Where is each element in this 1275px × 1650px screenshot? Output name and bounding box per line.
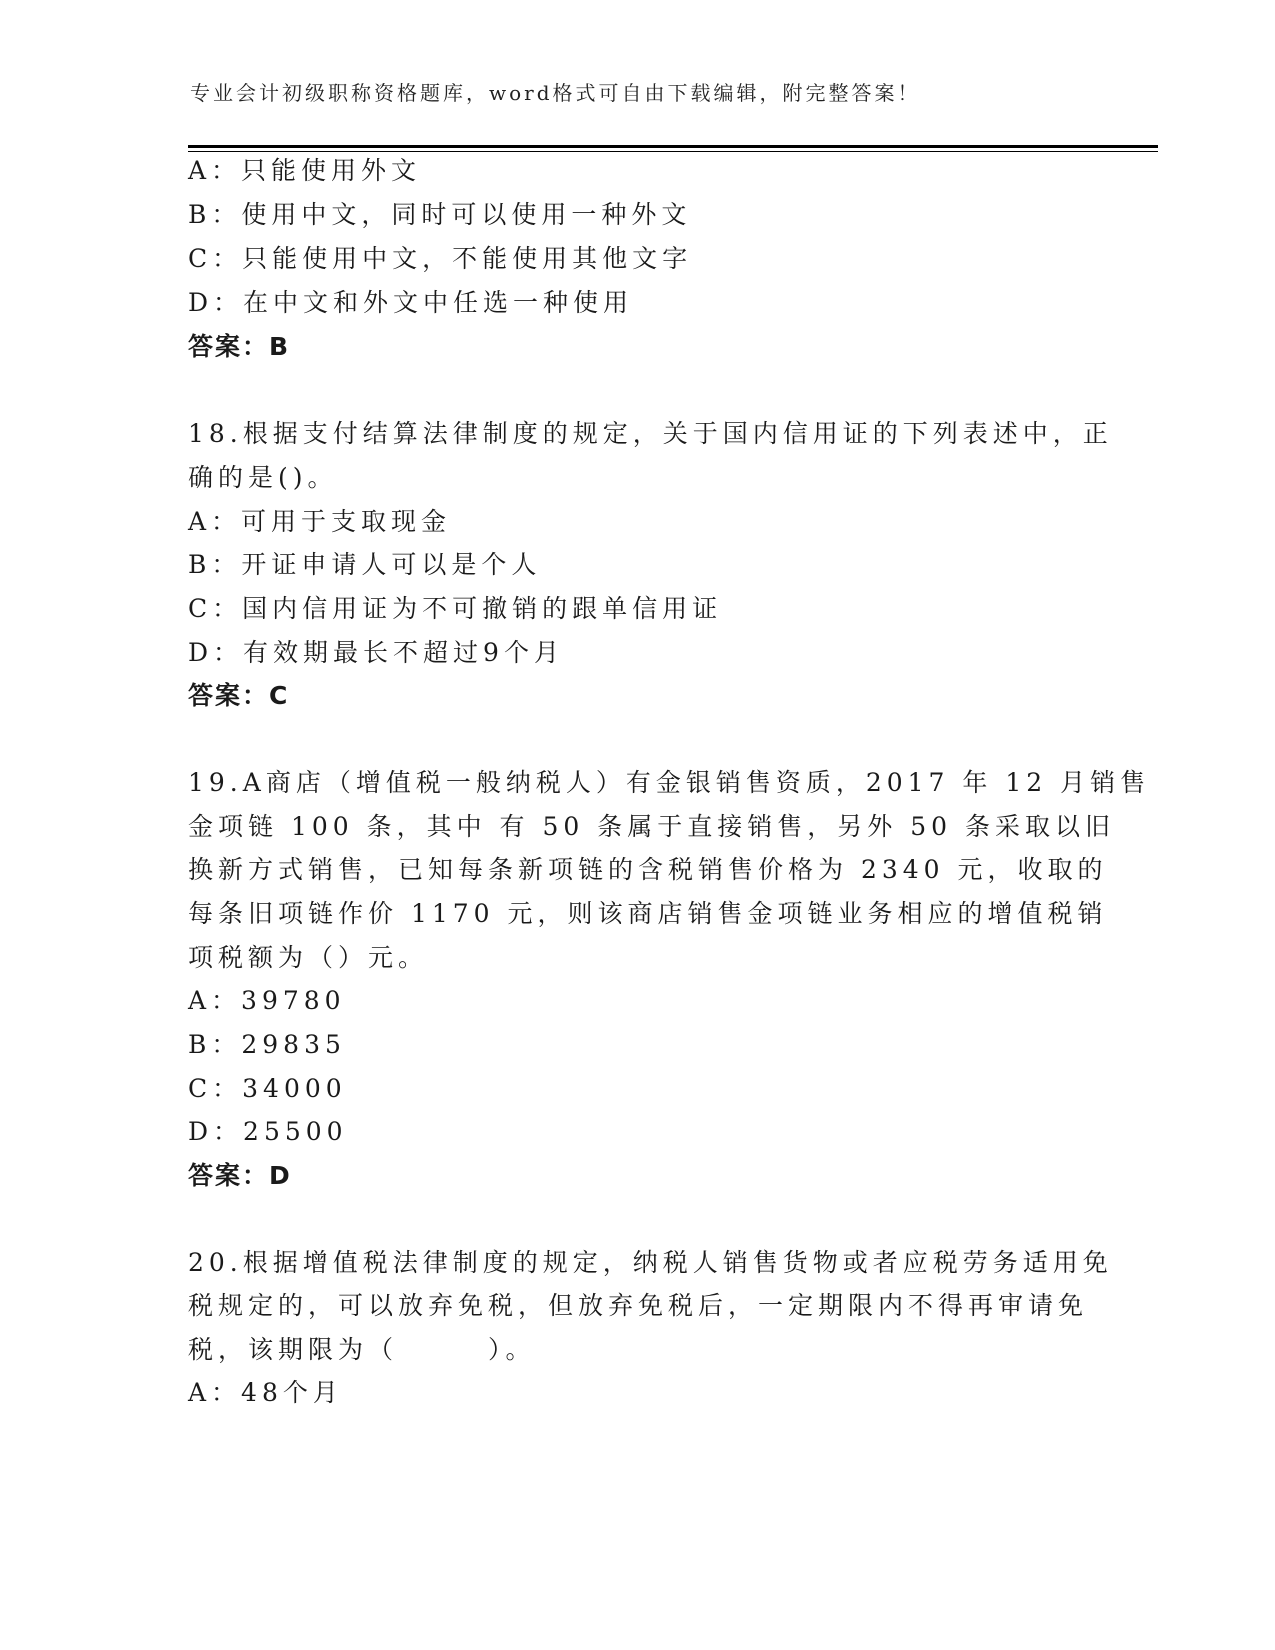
q19-stem-line-2: 金项链 100 条，其中 有 50 条属于直接销售，另外 50 条采取以旧 <box>188 812 1115 841</box>
q18-option-a: A：可用于支取现金 <box>188 507 452 536</box>
q19-option-a: A：39780 <box>188 986 346 1015</box>
q18-option-c: C：国内信用证为不可撤销的跟单信用证 <box>188 594 723 623</box>
q18-answer: 答案：C <box>188 681 290 710</box>
header-rule-thin <box>188 151 1158 152</box>
q20-option-a: A：48个月 <box>188 1378 343 1407</box>
q17-option-a: A：只能使用外文 <box>188 156 422 185</box>
q19-stem-line-4: 每条旧项链作价 1170 元，则该商店销售金项链业务相应的增值税销 <box>188 899 1108 928</box>
q19-option-b: B：29835 <box>188 1030 346 1059</box>
q19-stem-line-1: 19.A商店（增值税一般纳税人）有金银销售资质，2017 年 12 月销售 <box>188 768 1151 797</box>
page-header: 专业会计初级职称资格题库，word格式可自由下载编辑，附完整答案！ <box>190 81 921 105</box>
header-rule-thick <box>188 145 1158 148</box>
q19-stem-line-5: 项税额为（）元。 <box>188 943 429 972</box>
q17-option-c: C：只能使用中文，不能使用其他文字 <box>188 244 693 273</box>
q19-option-c: C：34000 <box>188 1074 347 1103</box>
q18-stem-line-2: 确的是()。 <box>188 463 338 492</box>
q18-stem-line-1: 18.根据支付结算法律制度的规定，关于国内信用证的下列表述中，正 <box>188 419 1113 448</box>
q20-stem-line-2: 税规定的，可以放弃免税，但放弃免税后，一定期限内不得再审请免 <box>188 1291 1089 1320</box>
q18-option-d: D：有效期最长不超过9个月 <box>188 638 564 667</box>
q19-option-d: D：25500 <box>188 1117 348 1146</box>
q17-answer: 答案：B <box>188 332 291 361</box>
q19-stem-line-3: 换新方式销售，已知每条新项链的含税销售价格为 2340 元，收取的 <box>188 855 1108 884</box>
q17-option-d: D：在中文和外文中任选一种使用 <box>188 288 634 317</box>
q20-stem-line-1: 20.根据增值税法律制度的规定，纳税人销售货物或者应税劳务适用免 <box>188 1248 1113 1277</box>
q20-stem-line-3: 税，该期限为（ ）。 <box>188 1335 536 1364</box>
q19-answer: 答案：D <box>188 1161 292 1190</box>
q18-option-b: B：开证申请人可以是个人 <box>188 550 542 579</box>
q17-option-b: B：使用中文，同时可以使用一种外文 <box>188 200 692 229</box>
